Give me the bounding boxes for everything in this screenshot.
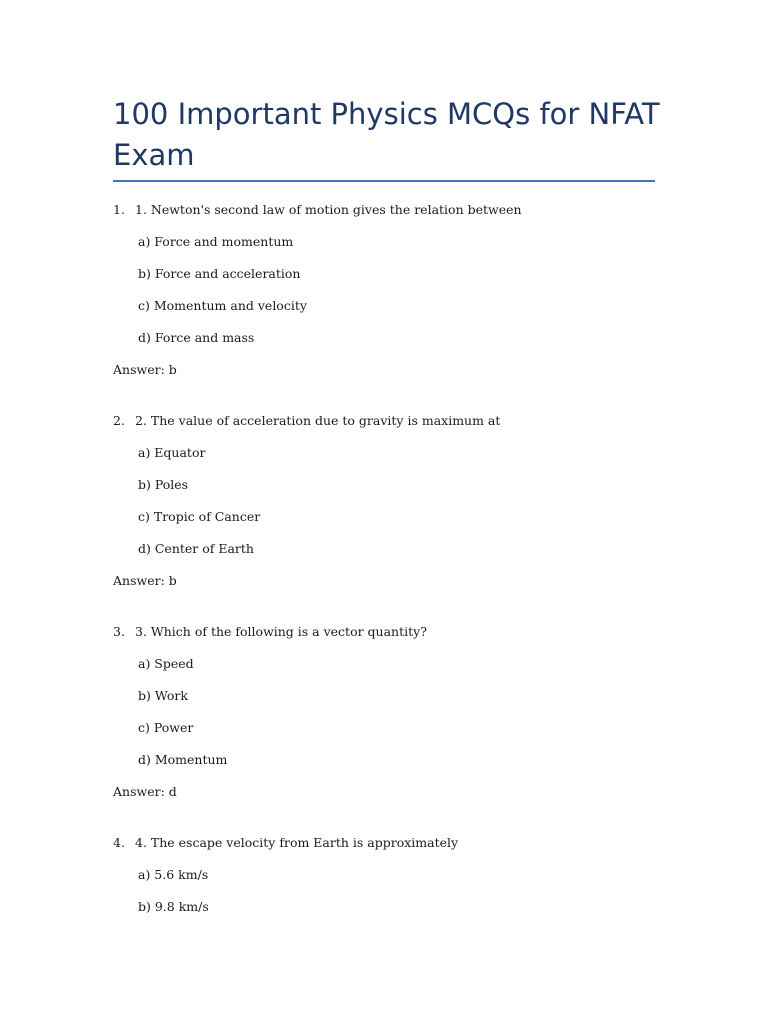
question-number: 3.: [113, 624, 125, 639]
question-line: [113, 622, 673, 654]
question-number: 4.: [113, 835, 125, 850]
question-number: 2.: [113, 413, 125, 428]
option-c: c) Momentum and velocity: [138, 298, 307, 313]
question-text: 4. The escape velocity from Earth is approximately: [135, 835, 459, 850]
option-c: c) Tropic of Cancer: [138, 509, 261, 524]
question-line: [113, 833, 673, 865]
option-b: b) 9.8 km/s: [138, 899, 209, 914]
answer-line: Answer: b: [113, 362, 177, 377]
question-item: [113, 622, 673, 814]
title-divider: [113, 180, 655, 182]
option-b: b) Force and acceleration: [138, 266, 301, 281]
option-a: a) Equator: [138, 445, 206, 460]
option-b: b) Work: [138, 688, 188, 703]
option-a: a) Force and momentum: [138, 234, 294, 249]
question-line: [113, 200, 673, 232]
question-text: 2. The value of acceleration due to gravity is maximum at: [135, 413, 501, 428]
document-title: 100 Important Physics MCQs for NFAT Exam: [113, 97, 660, 172]
question-item: [113, 833, 673, 929]
option-a: a) Speed: [138, 656, 194, 671]
question-text: 1. Newton's second law of motion gives the relation between: [135, 202, 522, 217]
answer-line: Answer: d: [113, 784, 177, 799]
option-a: a) 5.6 km/s: [138, 867, 209, 882]
option-c: c) Power: [138, 720, 194, 735]
option-d: d) Momentum: [138, 752, 228, 767]
question-item: [113, 411, 673, 603]
option-d: d) Force and mass: [138, 330, 255, 345]
question-list: [113, 200, 673, 948]
option-d: d) Center of Earth: [138, 541, 254, 556]
question-item: [113, 200, 673, 392]
option-b: b) Poles: [138, 477, 189, 492]
question-number: 1.: [113, 202, 125, 217]
question-text: 3. Which of the following is a vector quantity?: [135, 624, 427, 639]
question-line: [113, 411, 673, 443]
answer-line: Answer: b: [113, 573, 177, 588]
